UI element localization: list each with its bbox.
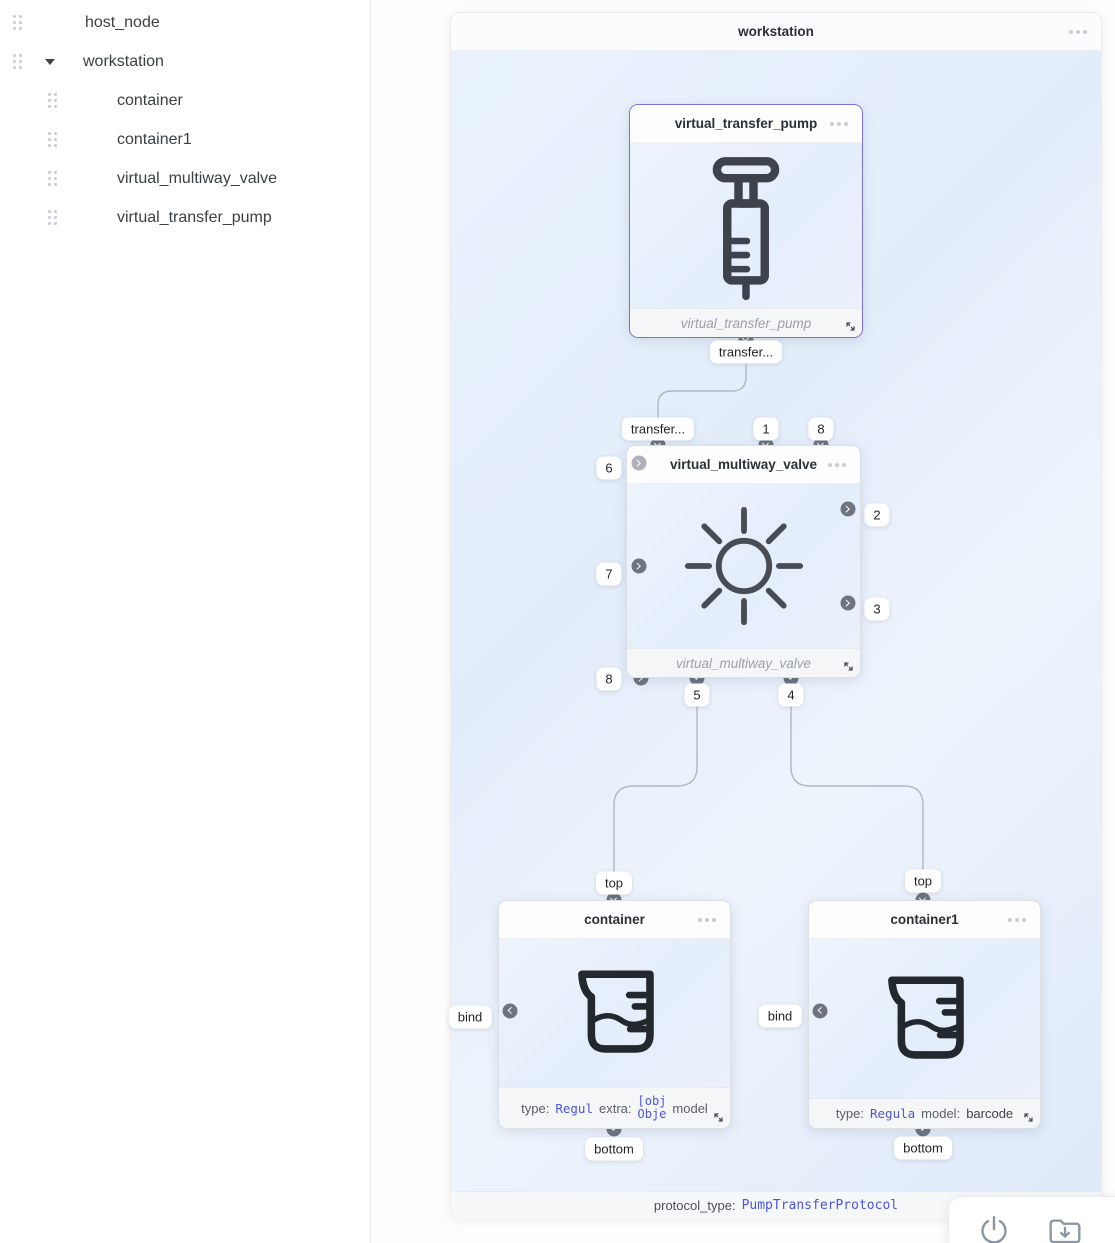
tree-item-label[interactable]: virtual_transfer_pump (117, 208, 272, 226)
node-header[interactable] (627, 446, 860, 484)
node-title: virtual_transfer_pump (674, 116, 818, 131)
port-label-container-top[interactable]: top (596, 872, 632, 895)
port-label-valve-5[interactable]: 5 (684, 684, 709, 707)
node-footer-label: virtual_transfer_pump (680, 315, 812, 331)
drag-handle-icon[interactable] (48, 132, 57, 147)
node-container1[interactable] (808, 900, 1041, 1129)
port-dot-container1-bind[interactable] (813, 1004, 828, 1019)
port-dot-valve-3[interactable] (841, 596, 856, 611)
chevron-left-icon (508, 1008, 514, 1014)
panel-title: workstation (738, 24, 814, 39)
protocol-type-label: protocol_type: (653, 1198, 736, 1213)
field-type-label: type: (521, 1100, 550, 1116)
workstation-panel (450, 12, 1102, 1218)
node-footer (630, 308, 862, 337)
field-model-label: model (672, 1100, 708, 1116)
ellipsis-menu-icon[interactable] (828, 463, 846, 467)
node-footer (627, 648, 860, 677)
drag-handle-icon[interactable] (48, 171, 57, 186)
port-label-valve-8-top[interactable]: 8 (808, 418, 833, 441)
workstation-canvas[interactable] (451, 51, 1101, 1191)
ellipsis-menu-icon[interactable] (1069, 30, 1087, 34)
sidebar-item-virtual-transfer-pump[interactable] (0, 198, 370, 237)
beaker-icon (873, 967, 977, 1071)
node-header[interactable] (809, 901, 1040, 939)
chevron-right-icon (843, 600, 849, 606)
port-dot-valve-2[interactable] (841, 502, 856, 517)
node-header[interactable] (499, 901, 730, 939)
drag-handle-icon[interactable] (48, 210, 57, 225)
node-title: virtual_multiway_valve (669, 457, 818, 472)
port-label-container1-bottom[interactable]: bottom (894, 1137, 952, 1160)
sidebar-item-container[interactable] (0, 81, 370, 120)
port-label-pump-transfer[interactable]: transfer... (710, 341, 782, 364)
sidebar-item-host-node[interactable] (0, 3, 370, 42)
chevron-right-icon (634, 460, 640, 466)
port-dot-valve-6[interactable] (632, 456, 647, 471)
chevron-right-icon (634, 563, 640, 569)
sidebar-item-virtual-multiway-valve[interactable] (0, 159, 370, 198)
drag-handle-icon[interactable] (13, 15, 22, 30)
canvas-action-toolbar (948, 1196, 1115, 1243)
node-title: container (584, 912, 645, 927)
edge-valve4-to-container1-top[interactable] (791, 678, 923, 900)
sidebar-tree (0, 0, 371, 1243)
port-label-container1-top[interactable]: top (905, 870, 941, 893)
ellipsis-menu-icon[interactable] (1008, 918, 1026, 922)
field-model-value[interactable]: barcode (966, 1106, 1014, 1121)
node-title: container1 (890, 912, 959, 927)
drag-handle-icon[interactable] (13, 54, 22, 69)
tree-item-label[interactable]: container1 (117, 130, 192, 148)
field-type-label: type: (835, 1106, 864, 1121)
tree-item-label[interactable]: virtual_multiway_valve (117, 169, 278, 187)
node-footer (809, 1098, 1040, 1128)
port-label-valve-8-left[interactable]: 8 (596, 668, 621, 691)
port-dot-container-bind[interactable] (503, 1004, 518, 1019)
ellipsis-menu-icon[interactable] (830, 122, 848, 126)
sidebar-item-workstation[interactable] (0, 42, 370, 81)
drag-handle-icon[interactable] (48, 93, 57, 108)
resize-icon[interactable] (844, 320, 857, 333)
port-label-container1-bind[interactable]: bind (759, 1005, 802, 1028)
ellipsis-menu-icon[interactable] (698, 918, 716, 922)
sidebar-item-container1[interactable] (0, 120, 370, 159)
port-label-valve-6[interactable]: 6 (596, 457, 621, 480)
port-label-valve-transfer[interactable]: transfer... (622, 418, 694, 441)
node-header[interactable] (630, 105, 862, 143)
chevron-down-icon[interactable] (45, 59, 55, 65)
port-label-valve-7[interactable]: 7 (596, 563, 621, 586)
tree-item-label[interactable]: host_node (85, 13, 160, 31)
chevron-right-icon (843, 506, 849, 512)
field-type-value[interactable]: Regul (555, 1100, 593, 1116)
field-extra-label: extra: (598, 1100, 632, 1116)
chevron-left-icon (818, 1008, 824, 1014)
resize-icon[interactable] (842, 660, 855, 673)
field-type-value[interactable]: Regula (870, 1106, 916, 1121)
port-dot-valve-7[interactable] (632, 559, 647, 574)
beaker-icon (563, 961, 667, 1065)
field-model-label: model: (921, 1106, 961, 1121)
port-label-valve-3[interactable]: 3 (864, 598, 889, 621)
protocol-type-value[interactable]: PumpTransferProtocol (741, 1198, 899, 1213)
node-footer (499, 1087, 730, 1128)
node-container[interactable] (498, 900, 731, 1129)
node-body (809, 939, 1040, 1098)
syringe-icon (694, 151, 798, 301)
field-extra-value[interactable]: [obj Obje (637, 1094, 667, 1121)
port-label-valve-4[interactable]: 4 (778, 684, 803, 707)
port-label-container-bind[interactable]: bind (449, 1006, 492, 1029)
port-label-valve-1[interactable]: 1 (753, 418, 778, 441)
tree-item-label[interactable]: container (117, 91, 183, 109)
node-body (499, 939, 730, 1087)
folder-download-icon[interactable] (1047, 1213, 1083, 1243)
resize-icon[interactable] (1022, 1111, 1035, 1124)
port-label-container-bottom[interactable]: bottom (585, 1138, 643, 1161)
resize-icon[interactable] (712, 1111, 725, 1124)
workstation-panel-header (451, 13, 1101, 51)
edge-valve5-to-container-top[interactable] (614, 678, 697, 900)
node-virtual-multiway-valve[interactable] (626, 445, 861, 678)
node-body (630, 143, 862, 308)
tree-item-label[interactable]: workstation (83, 52, 164, 70)
node-body (627, 484, 860, 648)
node-virtual-transfer-pump[interactable] (629, 104, 863, 338)
power-icon[interactable] (977, 1213, 1011, 1243)
port-label-valve-2[interactable]: 2 (864, 504, 889, 527)
valve-icon (681, 503, 807, 629)
node-footer-label: virtual_multiway_valve (675, 655, 812, 671)
